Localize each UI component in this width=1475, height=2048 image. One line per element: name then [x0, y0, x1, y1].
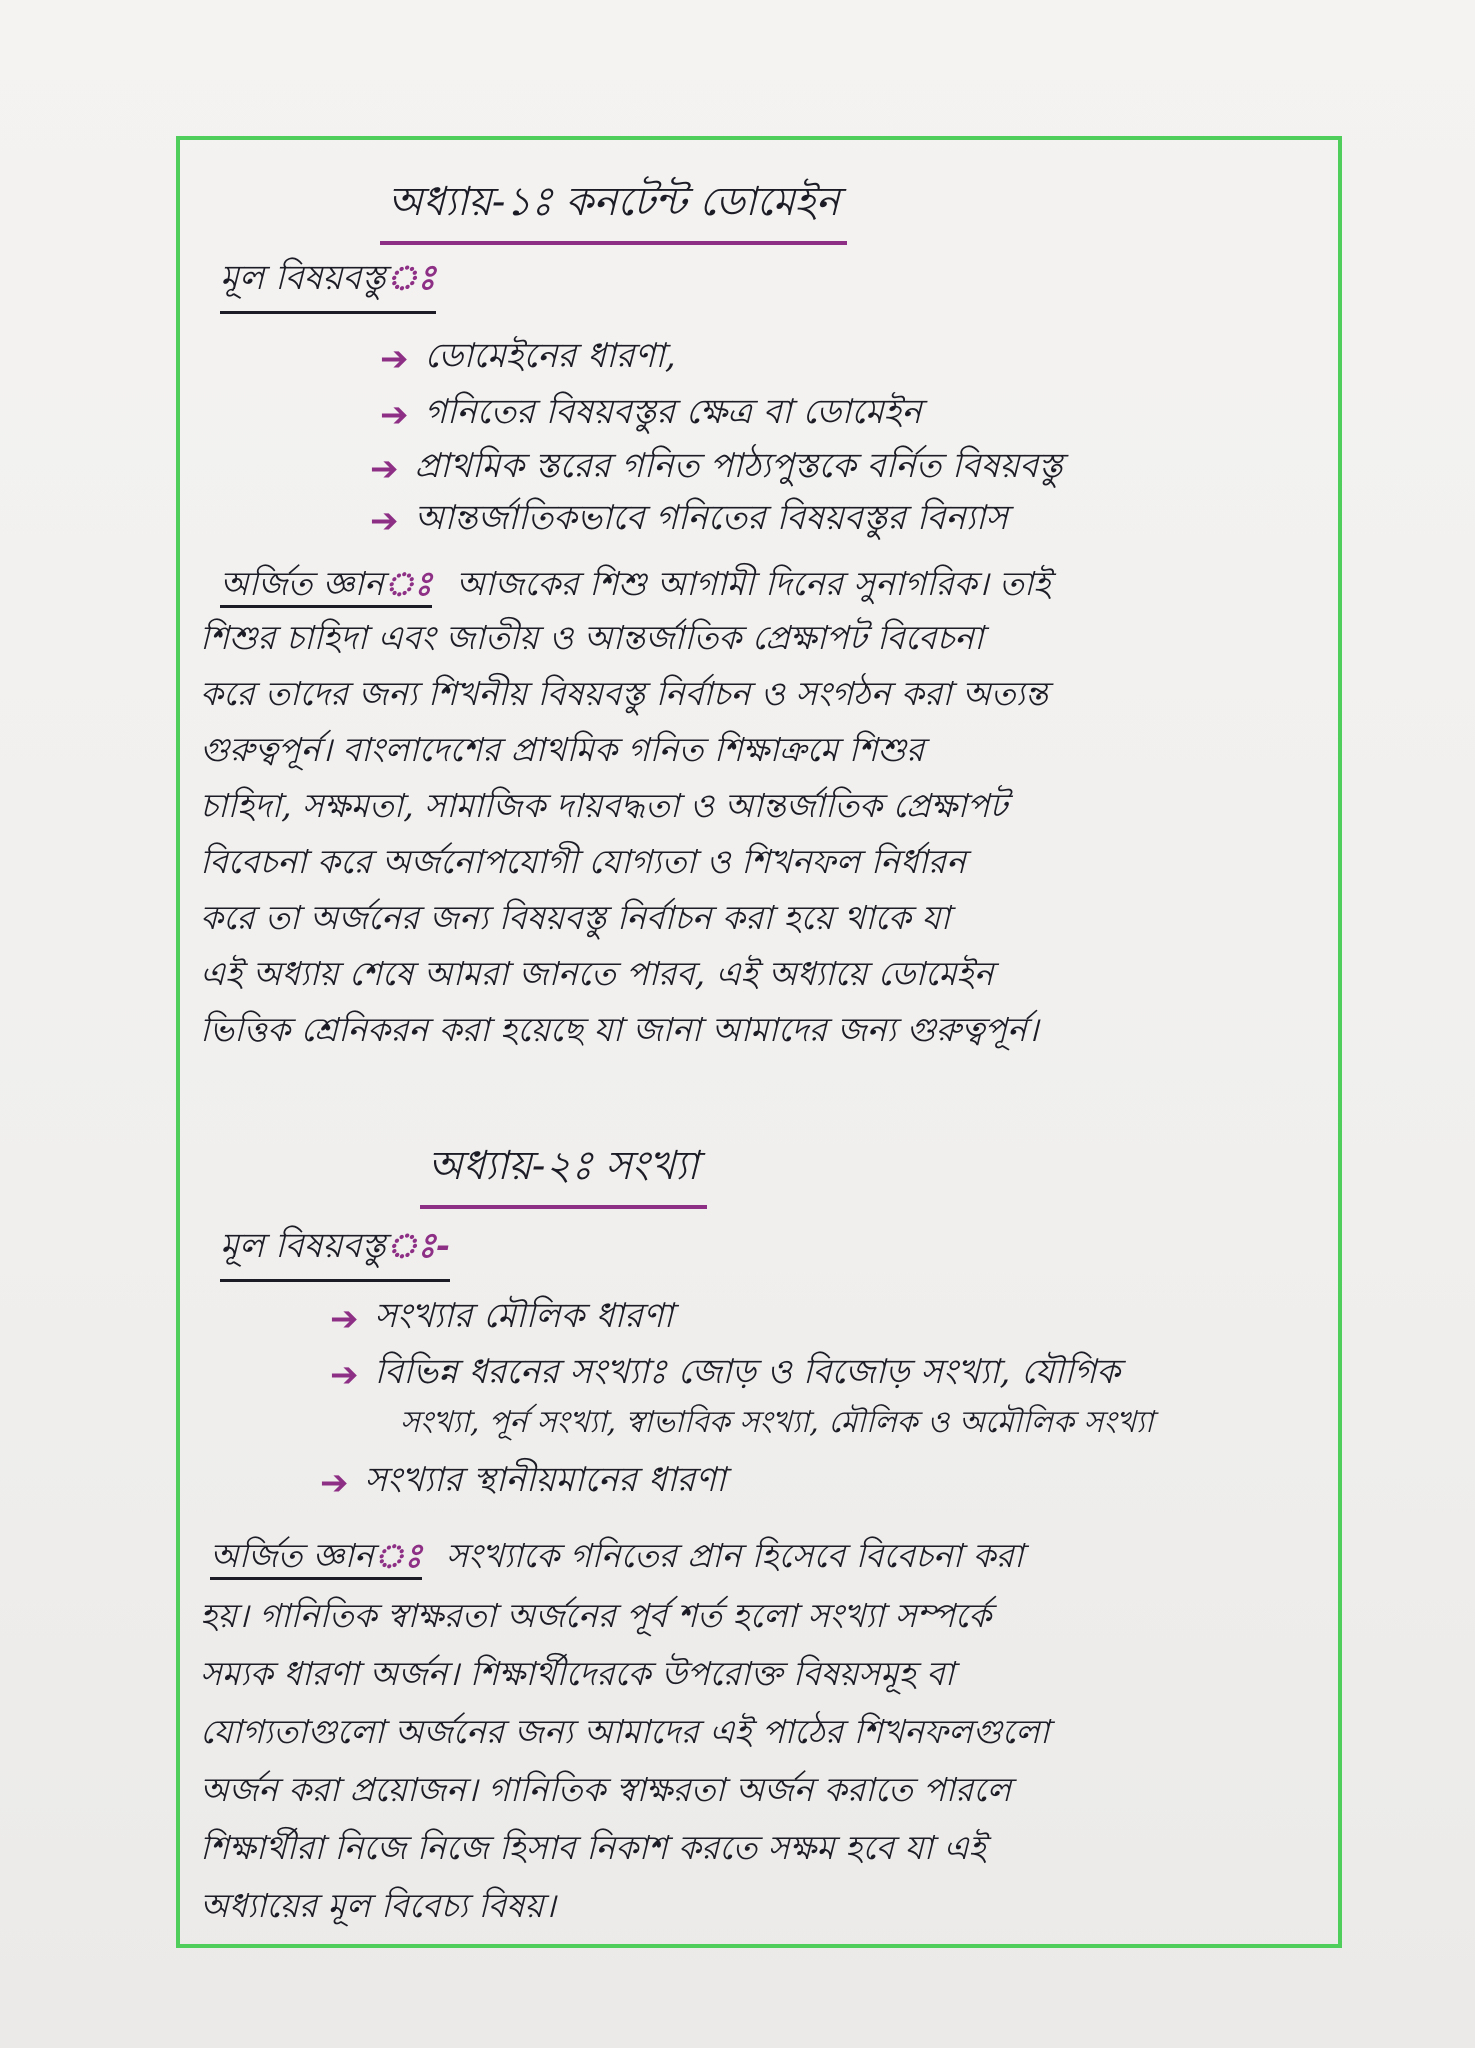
- chapter-2-bullet: [330, 1290, 673, 1347]
- chapter-1-main-content-heading: [220, 252, 436, 314]
- chapter-2-main-content-heading: [220, 1220, 450, 1282]
- chapter-2-achieved-line: অর্জন করা প্রয়োজন। গানিতিক স্বাক্ষরতা অর্জন করাতে পারলে: [200, 1770, 1012, 1809]
- chapter-1-bullet: [370, 492, 1008, 549]
- chapter-1-achieved-line: এই অধ্যায় শেষে আমরা জানতে পারব, এই অধ্যায়ে ডোমেইন: [200, 954, 994, 993]
- arrow-icon: ➔: [380, 338, 409, 379]
- achieved-text: সংখ্যাকে গনিতের প্রান হিসেবে বিবেচনা করা: [446, 1536, 1024, 1575]
- arrow-icon: ➔: [370, 500, 399, 541]
- main-content-colon: ঃ: [385, 258, 436, 298]
- chapter-1-achieved-line: করে তাদের জন্য শিখনীয় বিষয়বস্তু নির্বাচন ও সংগঠন করা অত্যন্ত: [200, 674, 1048, 713]
- main-content-colon: ঃ-: [385, 1226, 450, 1266]
- chapter-1-achieved-heading: [220, 564, 432, 608]
- chapter-2-achieved-heading: [210, 1536, 422, 1580]
- chapter-1-achieved-line: করে তা অর্জনের জন্য বিষয়বস্তু নির্বাচন করা হয়ে থাকে যা: [200, 898, 951, 937]
- chapter-2-achieved-line: সম্যক ধারণা অর্জন। শিক্ষার্থীদেরকে উপরোক্ত বিষয়সমূহ বা: [200, 1654, 955, 1693]
- chapter-2-achieved-line: শিক্ষার্থীরা নিজে নিজে হিসাব নিকাশ করতে সক্ষম হবে যা এই: [200, 1828, 986, 1867]
- chapter-1-bullet: [370, 440, 1063, 497]
- chapter-1-achieved-line: বিবেচনা করে অর্জনোপযোগী যোগ্যতা ও শিখনফল নির্ধারন: [200, 842, 966, 881]
- arrow-icon: ➔: [370, 448, 399, 489]
- chapter-2-bullet: [320, 1454, 726, 1511]
- bullet-text: সংখ্যা, পূর্ন সংখ্যা, স্বাভাবিক সংখ্যা, মৌলিক ও অমৌলিক সংখ্যা: [400, 1405, 1154, 1440]
- bullet-text: বিভিন্ন ধরনের সংখ্যাঃ জোড় ও বিজোড় সংখ্যা, যৌগিক: [374, 1352, 1121, 1392]
- arrow-icon: ➔: [330, 1298, 359, 1339]
- chapter-2-achieved-line: অধ্যায়ের মূল বিবেচ্য বিষয়।: [200, 1886, 556, 1925]
- chapter-1-bullet: [380, 386, 922, 443]
- chapter-1-achieved-line: গুরুত্বপূর্ন। বাংলাদেশের প্রাথমিক গনিত শিক্ষাক্রমে শিশুর: [200, 730, 925, 769]
- chapter-1-title: অধ্যায়-১ঃ কনটেন্ট ডোমেইন: [380, 170, 847, 245]
- chapter-2-bullet-continuation: [400, 1398, 1153, 1449]
- arrow-icon: ➔: [320, 1462, 349, 1503]
- green-border-frame: [176, 136, 1342, 1948]
- bullet-text: গনিতের বিষয়বস্তুর ক্ষেত্র বা ডোমেইন: [424, 392, 922, 432]
- achieved-colon: ঃ: [383, 564, 433, 603]
- achieved-label: অর্জিত জ্ঞান: [210, 1536, 374, 1575]
- bullet-text: আন্তর্জাতিকভাবে গনিতের বিষয়বস্তুর বিন্যাস: [414, 498, 1008, 538]
- chapter-2-achieved-line: [210, 1530, 1023, 1586]
- achieved-label: অর্জিত জ্ঞান: [220, 564, 384, 603]
- chapter-2-bullet: [330, 1346, 1120, 1403]
- achieved-text: আজকের শিশু আগামী দিনের সুনাগরিক। তাই: [456, 564, 1051, 603]
- chapter-1-achieved-line: [220, 558, 1051, 614]
- bullet-text: প্রাথমিক স্তরের গনিত পাঠ্যপুস্তকে বর্নিত বিষয়বস্তু: [414, 446, 1063, 486]
- main-content-label: মূল বিষয়বস্তু: [220, 258, 386, 298]
- chapter-2-achieved-line: যোগ্যতাগুলো অর্জনের জন্য আমাদের এই পাঠের শিখনফলগুলো: [200, 1712, 1050, 1751]
- bullet-text: সংখ্যার মৌলিক ধারণা: [374, 1296, 674, 1336]
- chapter-1-achieved-line: ভিত্তিক শ্রেনিকরন করা হয়েছে যা জানা আমাদের জন্য গুরুত্বপূর্ন।: [200, 1010, 1039, 1049]
- achieved-colon: ঃ: [373, 1536, 423, 1575]
- arrow-icon: ➔: [380, 394, 409, 435]
- chapter-2-title: অধ্যায়-২ঃ সংখ্যা: [420, 1134, 707, 1209]
- chapter-1-achieved-line: শিশুর চাহিদা এবং জাতীয় ও আন্তর্জাতিক প্রেক্ষাপট বিবেচনা: [200, 618, 984, 657]
- main-content-label: মূল বিষয়বস্তু: [220, 1226, 386, 1266]
- chapter-2-achieved-line: হয়। গানিতিক স্বাক্ষরতা অর্জনের পূর্ব শর্ত হলো সংখ্যা সম্পর্কে: [200, 1596, 992, 1635]
- arrow-icon: ➔: [330, 1354, 359, 1395]
- chapter-1-bullet: [380, 330, 676, 387]
- bullet-text: ডোমেইনের ধারণা,: [424, 336, 676, 376]
- chapter-1-achieved-line: চাহিদা, সক্ষমতা, সামাজিক দায়বদ্ধতা ও আন্তর্জাতিক প্রেক্ষাপট: [200, 786, 1008, 825]
- bullet-text: সংখ্যার স্থানীয়মানের ধারণা: [364, 1460, 726, 1500]
